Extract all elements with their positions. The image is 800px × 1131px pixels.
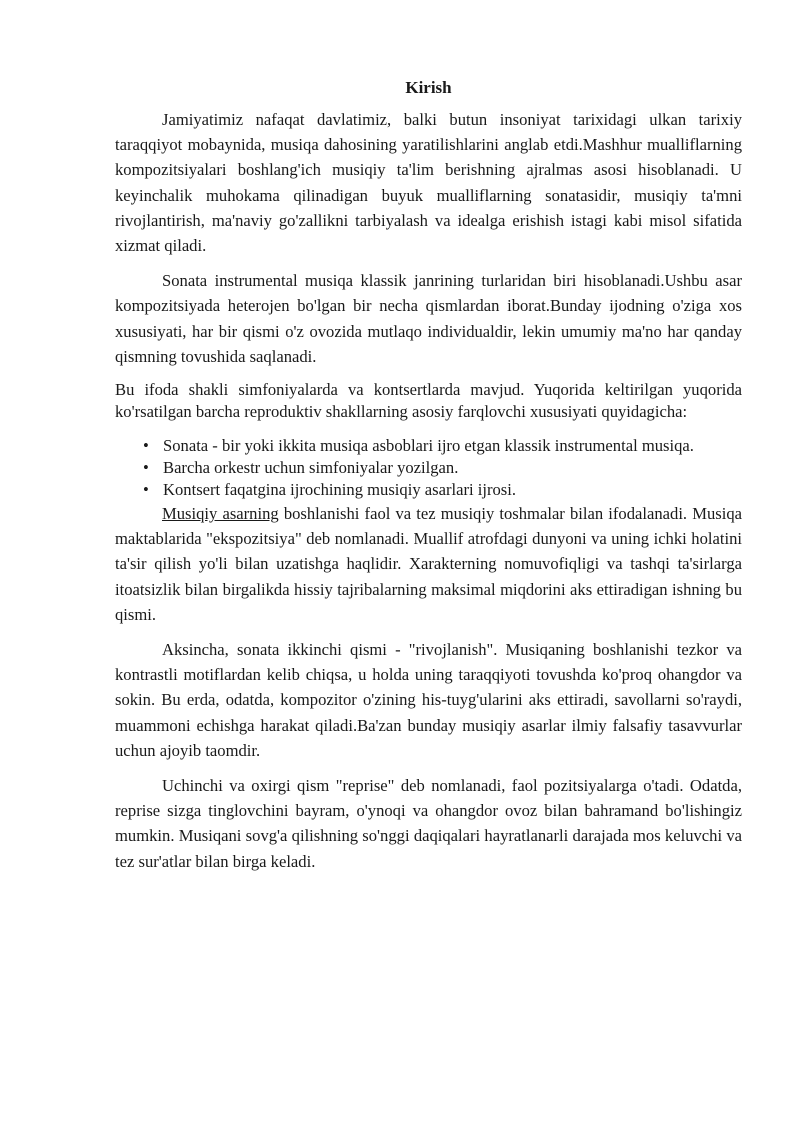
paragraph-forms: Bu ifoda shakli simfoniyalarda va kontsertlarda mavjud. Yuqorida keltirilgan yuqorida ko'rsatilgan barcha reproduktiv shakllarning asosiy farqlovchi xususiyati quyidagicha: xyxy=(115,380,742,422)
paragraph-exposition-text: boshlanishi faol va tez musiqiy toshmalar bilan ifodalanadi. Musiqa maktablarida "ekspozitsiya" deb nomlanadi. Muallif atrofdagi dunyoni va uning ichki holatini ta'sir qilish yo'li bilan uzatishga haqlidir. Xarakterning nomuvofiqligi va tashqi ta'sirlarga itoatsizlik bilan birgalikda hissiy tajribalarning maksimal miqdorini aks ettiradigan ishning bu qismi. xyxy=(115,504,742,624)
bullet-item-concert: • Kontsert faqatgina ijrochining musiqiy asarlari ijrosi. xyxy=(163,479,742,501)
paragraph-sonata-definition: Sonata instrumental musiqa klassik janrining turlaridan biri hisoblanadi.Ushbu asar kompozitsiyada heterojen bo'lgan bir necha qismlardan iborat.Bunday ijodning o'ziga xos xususiyati, har bir qismi o'z ovozida mutlaqo individualdir, lekin umumiy ma'no har qanday qismning tovushida saqlanadi. xyxy=(115,271,742,366)
paragraph-development: Aksincha, sonata ikkinchi qismi - "rivojlanish". Musiqaning boshlanishi tezkor va kontrastli motiflardan kelib chiqsa, u holda uning taraqqiyoti tovushda ko'proq ohangdor va sokin. Bu erda, odatda, kompozitor o'zining his-tuyg'ularini aks ettiradi, savollarni so'raydi, muammoni echishga harakat qiladi.Ba'zan bunday musiqiy asarlar ilmiy falsafiy tasavvurlar uchun ajoyib taomdir. xyxy=(115,640,742,760)
document-title: Kirish xyxy=(405,78,452,97)
paragraph-exposition xyxy=(115,501,742,627)
paragraph-reprise: Uchinchi va oxirgi qism "reprise" deb nomlanadi, faol pozitsiyalarga o'tadi. Odatda, reprise sizga tinglovchini bayram, o'ynoqi va ohangdor ovoz bilan bahramand bo'lishingiz mumkin. Musiqani sovg'a qilishning so'nggi daqiqalari hayratlanarli darajada mos keluvchi va tez sur'atlar bilan birga keladi. xyxy=(115,776,742,871)
document-page xyxy=(115,76,742,874)
paragraph-intro: Jamiyatimiz nafaqat davlatimiz, balki butun insoniyat tarixidagi ulkan tarixiy taraqqiyot mobaynida, musiqa dahosining yaratilishlarini anglab etdi.Mashhur mualliflarning kompozitsiyalari boshlang'ich musiqiy ta'lim berishning ajralmas asosi hisoblanadi. U keyinchalik muhokama qilinadigan buyuk mualliflarning sonatasidir, musiqiy ta'mni rivojlantirish, ma'naviy go'zallikni tarbiyalash va idealga erishish istagi kabi misol sifatida xizmat qiladi. xyxy=(115,110,742,256)
forms-bullet-list xyxy=(115,435,742,501)
musiqiy-asarning-link[interactable]: Musiqiy asarning xyxy=(162,504,279,524)
bullet-item-symphony: • Barcha orkestr uchun simfoniyalar yozilgan. xyxy=(163,457,742,479)
bullet-item-sonata: • Sonata - bir yoki ikkita musiqa asboblari ijro etgan klassik instrumental musiqa. xyxy=(163,435,742,457)
